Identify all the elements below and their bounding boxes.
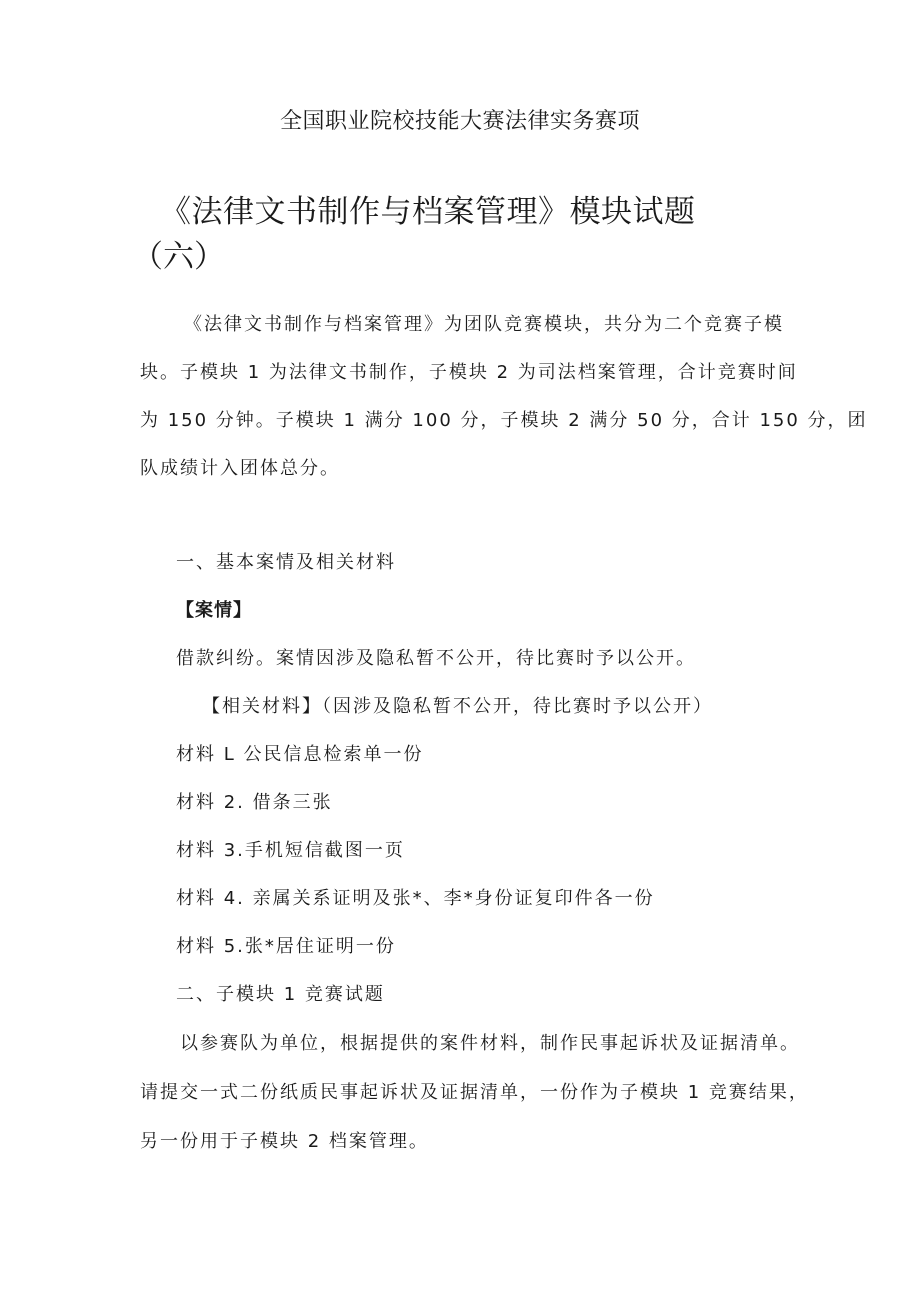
section2-line-3: 另一份用于子模块 2 档案管理。 [140, 1131, 429, 1152]
section2-heading: 二、子模块 1 竞赛试题 [176, 984, 385, 1005]
intro-line-2: 块。子模块 1 为法律文书制作，子模块 2 为司法档案管理，合计竞赛时间 [140, 362, 798, 383]
competition-title: 全国职业院校技能大赛法律实务赛项 [279, 109, 640, 134]
section2-line-2: 请提交一式二份纸质民事起诉状及证据清单，一份作为子模块 1 竞赛结果， [140, 1082, 809, 1103]
case-text: 借款纠纷。案情因涉及隐私暂不公开，待比赛时予以公开。 [176, 648, 696, 669]
module-title: 《法律文书制作与档案管理》模块试题 [160, 194, 696, 230]
material-item: 材料 3.手机短信截图一页 [176, 840, 405, 861]
intro-line-4: 队成绩计入团体总分。 [140, 458, 340, 479]
materials-label: 【相关材料】（因涉及隐私暂不公开，待比赛时予以公开） [202, 696, 713, 717]
intro-line-3: 为 150 分钟。子模块 1 满分 100 分，子模块 2 满分 50 分，合计 150 分，团 [140, 410, 868, 431]
material-item: 材料 4. 亲属关系证明及张*、李*身份证复印件各一份 [176, 888, 655, 909]
case-label: 【案情】 [176, 600, 252, 621]
section2-line-1: 以参赛队为单位，根据提供的案件材料，制作民事起诉状及证据清单。 [180, 1033, 800, 1054]
material-item: 材料 2. 借条三张 [176, 792, 333, 813]
material-item: 材料 L 公民信息检索单一份 [176, 744, 424, 765]
module-title-number: （六） [132, 239, 225, 275]
material-item: 材料 5.张*居住证明一份 [176, 936, 396, 957]
section1-heading: 一、基本案情及相关材料 [176, 552, 396, 573]
intro-line-1: 《法律文书制作与档案管理》为团队竞赛模块，共分为二个竞赛子模 [184, 314, 784, 335]
